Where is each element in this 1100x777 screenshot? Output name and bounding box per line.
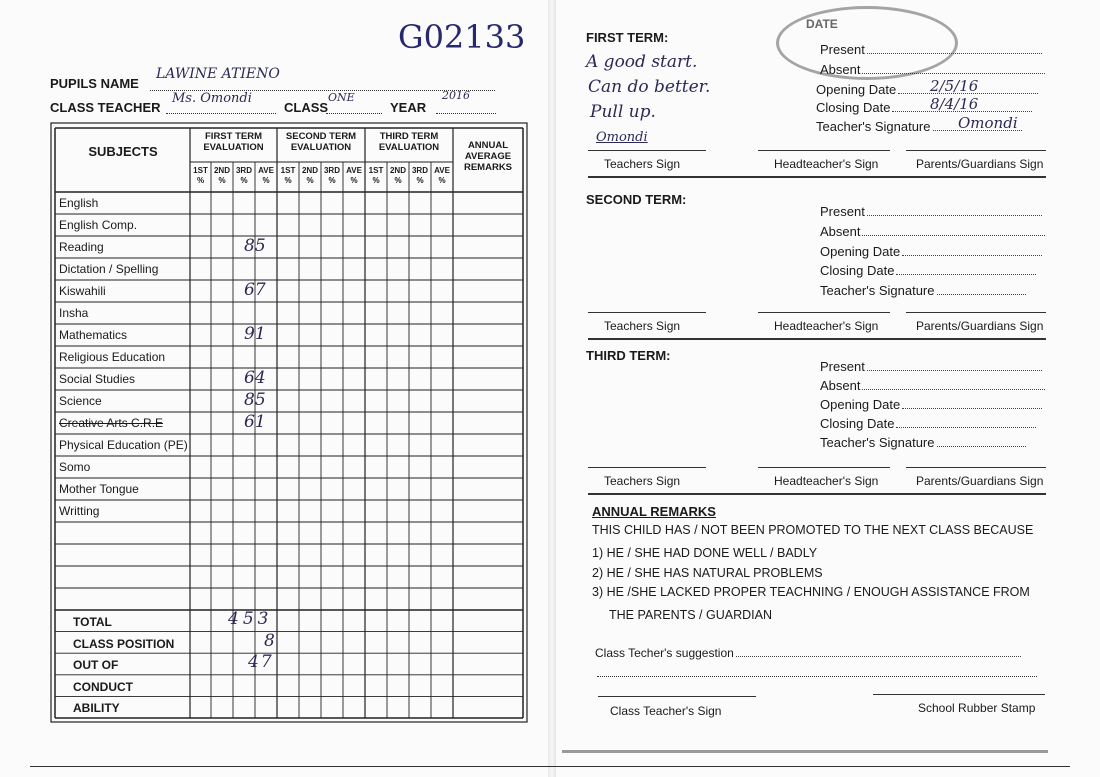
subject-name: Creative Arts C.R.E	[59, 416, 164, 430]
term-field	[816, 100, 1032, 115]
term-field	[820, 359, 1042, 374]
sub-header-6: 2ND %	[301, 166, 318, 185]
subject-name: English Comp.	[59, 218, 138, 232]
pupil-name-value: LAWINE ATIENO	[156, 66, 280, 82]
term-title-3: THIRD TERM:	[586, 348, 671, 363]
term-header-2: SECOND TERM EVALUATION	[285, 131, 357, 153]
term-header-3: THIRD TERM EVALUATION	[378, 131, 440, 153]
sign-label: Teachers Sign	[604, 474, 681, 488]
subject-mark: 67	[244, 280, 266, 300]
subject-mark: 91	[244, 324, 266, 344]
summary-label: CLASS POSITION	[73, 636, 175, 651]
subject-mark: 61	[244, 412, 266, 432]
annual-average-header: ANNUAL AVERAGE REMARKS	[463, 140, 513, 173]
sub-header-9: 1ST %	[368, 166, 384, 185]
promotion-reason: 2) HE / SHE HAS NATURAL PROBLEMS	[592, 566, 823, 580]
sign-line	[588, 150, 706, 151]
promotion-statement: THIS CHILD HAS / NOT BEEN PROMOTED TO THE NEXT CLASS BECAUSE	[592, 523, 1034, 537]
term-field	[820, 62, 1045, 77]
term-field-label: Opening Date	[820, 244, 901, 259]
term-field	[820, 435, 1026, 450]
sign-label: Parents/Guardians Sign	[916, 157, 1044, 171]
subject-name: Religious Education	[59, 350, 166, 364]
term-divider	[588, 176, 1046, 178]
summary-mark: 8	[264, 630, 277, 651]
class-teacher-label: CLASS TEACHER	[50, 100, 161, 115]
term-field-label: Teacher's Signature	[816, 119, 931, 134]
subject-name: Mathematics	[59, 328, 128, 342]
sign-label: Headteacher's Sign	[774, 319, 879, 333]
subject-name: Kiswahili	[59, 284, 106, 298]
teacher-signature-term1: Omondi	[596, 130, 648, 145]
page-fold	[548, 0, 556, 777]
subject-name: Science	[59, 394, 102, 408]
annual-remarks-title: ANNUAL REMARKS	[592, 504, 716, 519]
sub-header-7: 3RD %	[323, 166, 340, 185]
sub-header-8: AVE %	[346, 166, 362, 185]
sign-line	[758, 467, 890, 468]
suggestion-line-2	[597, 676, 1037, 677]
term-field	[820, 378, 1045, 393]
sub-header-10: 2ND %	[389, 166, 406, 185]
term-field-label: Teacher's Signature	[820, 283, 935, 298]
school-stamp-line	[873, 694, 1045, 695]
subject-mark: 85	[244, 390, 266, 410]
sign-line	[588, 312, 706, 313]
subject-name: Reading	[59, 240, 104, 254]
sign-label: Teachers Sign	[604, 319, 681, 333]
term-field-label: Opening Date	[820, 397, 901, 412]
subject-name: English	[59, 196, 99, 210]
class-teacher-sign-line	[598, 696, 756, 697]
term-field	[820, 224, 1045, 239]
term-field-label: Closing Date	[816, 100, 891, 115]
promotion-reason: 3) HE /SHE LACKED PROPER TEACHNING / ENOUGH ASSISTANCE FROM	[592, 585, 1030, 599]
subject-name: Mother Tongue	[59, 482, 139, 496]
term-field-label: Teacher's Signature	[820, 435, 935, 450]
summary-label: ABILITY	[73, 701, 120, 716]
term-title-1: FIRST TERM:	[586, 30, 669, 45]
subject-name: Somo	[59, 460, 91, 474]
subjects-header: SUBJECTS	[88, 144, 158, 159]
promotion-reason: 1) HE / SHE HAD DONE WELL / BADLY	[592, 546, 818, 560]
sub-header-5: 1ST %	[280, 166, 296, 185]
date-stamp-label: DATE	[806, 17, 838, 31]
subject-name: Physical Education (PE)	[59, 438, 188, 452]
subject-name: Dictation / Spelling	[59, 262, 159, 276]
sign-label: Parents/Guardians Sign	[916, 474, 1044, 488]
sub-header-1: 1ST %	[193, 166, 208, 185]
subject-name: Social Studies	[59, 372, 136, 386]
term-divider	[588, 493, 1046, 495]
year-value: 2016	[442, 89, 470, 102]
term-field-label: Absent	[820, 62, 861, 77]
summary-mark: 453	[228, 609, 273, 629]
summary-label: CONDUCT	[73, 679, 133, 694]
sign-line	[906, 467, 1046, 468]
suggestion-label: Class Techer's suggestion	[595, 646, 734, 660]
class-value: ONE	[328, 91, 355, 104]
suggestion-field	[595, 646, 1021, 660]
sign-label: Headteacher's Sign	[774, 474, 879, 488]
sign-line	[588, 467, 706, 468]
term-field-label: Absent	[820, 378, 861, 393]
sub-header-2: 2ND %	[213, 166, 230, 185]
term-field	[820, 204, 1042, 219]
sub-header-3: 3RD %	[235, 166, 252, 185]
term-field-label: Closing Date	[820, 416, 895, 431]
class-teacher-sign-label: Class Teacher's Sign	[610, 704, 722, 718]
subject-mark: 64	[244, 368, 266, 388]
subject-name: Insha	[59, 306, 89, 320]
term-field	[816, 82, 1038, 97]
term-field-label: Absent	[820, 224, 861, 239]
subject-name: Writting	[59, 504, 100, 518]
class-label: CLASS	[284, 100, 329, 115]
term-field	[820, 416, 1036, 431]
term-field-value: 8/4/16	[930, 95, 979, 113]
teacher-comment: A good start.	[586, 52, 698, 72]
summary-label: OUT OF	[73, 658, 119, 673]
term-field	[820, 283, 1026, 298]
pupil-name-label: PUPILS NAME	[50, 76, 139, 91]
serial-number: G02133	[398, 18, 526, 56]
term-title-2: SECOND TERM:	[586, 192, 687, 207]
sub-header-12: AVE %	[434, 166, 450, 185]
term-field	[820, 263, 1036, 278]
promotion-reason: THE PARENTS / GUARDIAN	[609, 608, 772, 622]
summary-mark: 47	[248, 652, 274, 673]
subject-mark: 85	[244, 236, 266, 256]
term-field-label: Present	[820, 204, 865, 219]
term-field-label: Present	[820, 359, 865, 374]
sub-header-11: 3RD %	[411, 166, 428, 185]
scan-bottom-line	[30, 766, 1070, 767]
sign-line	[758, 312, 890, 313]
sign-label: Headteacher's Sign	[774, 157, 879, 171]
sign-line	[906, 312, 1046, 313]
term-field-label: Present	[820, 42, 865, 57]
summary-label: TOTAL	[73, 615, 112, 629]
sign-line	[758, 150, 890, 151]
term-field-label: Opening Date	[816, 82, 897, 97]
school-stamp-label: School Rubber Stamp	[918, 701, 1036, 715]
term-field-label: Closing Date	[820, 263, 895, 278]
term-header-1: FIRST TERM EVALUATION	[203, 131, 264, 153]
term-field	[820, 42, 1042, 57]
term-field-value: Omondi	[958, 114, 1018, 132]
year-label: YEAR	[390, 100, 427, 115]
class-teacher-value: Ms. Omondi	[172, 91, 252, 106]
term-field-value: 2/5/16	[930, 77, 979, 95]
teacher-comment: Pull up.	[590, 102, 656, 122]
teacher-comment: Can do better.	[588, 77, 711, 97]
term-field	[820, 244, 1042, 259]
sign-label: Parents/Guardians Sign	[916, 319, 1044, 333]
page-bottom-edge	[562, 750, 1048, 753]
term-field	[820, 397, 1042, 412]
term-divider	[588, 338, 1046, 340]
sign-line	[906, 150, 1046, 151]
sign-label: Teachers Sign	[604, 157, 681, 171]
sub-header-4: AVE %	[258, 166, 274, 185]
